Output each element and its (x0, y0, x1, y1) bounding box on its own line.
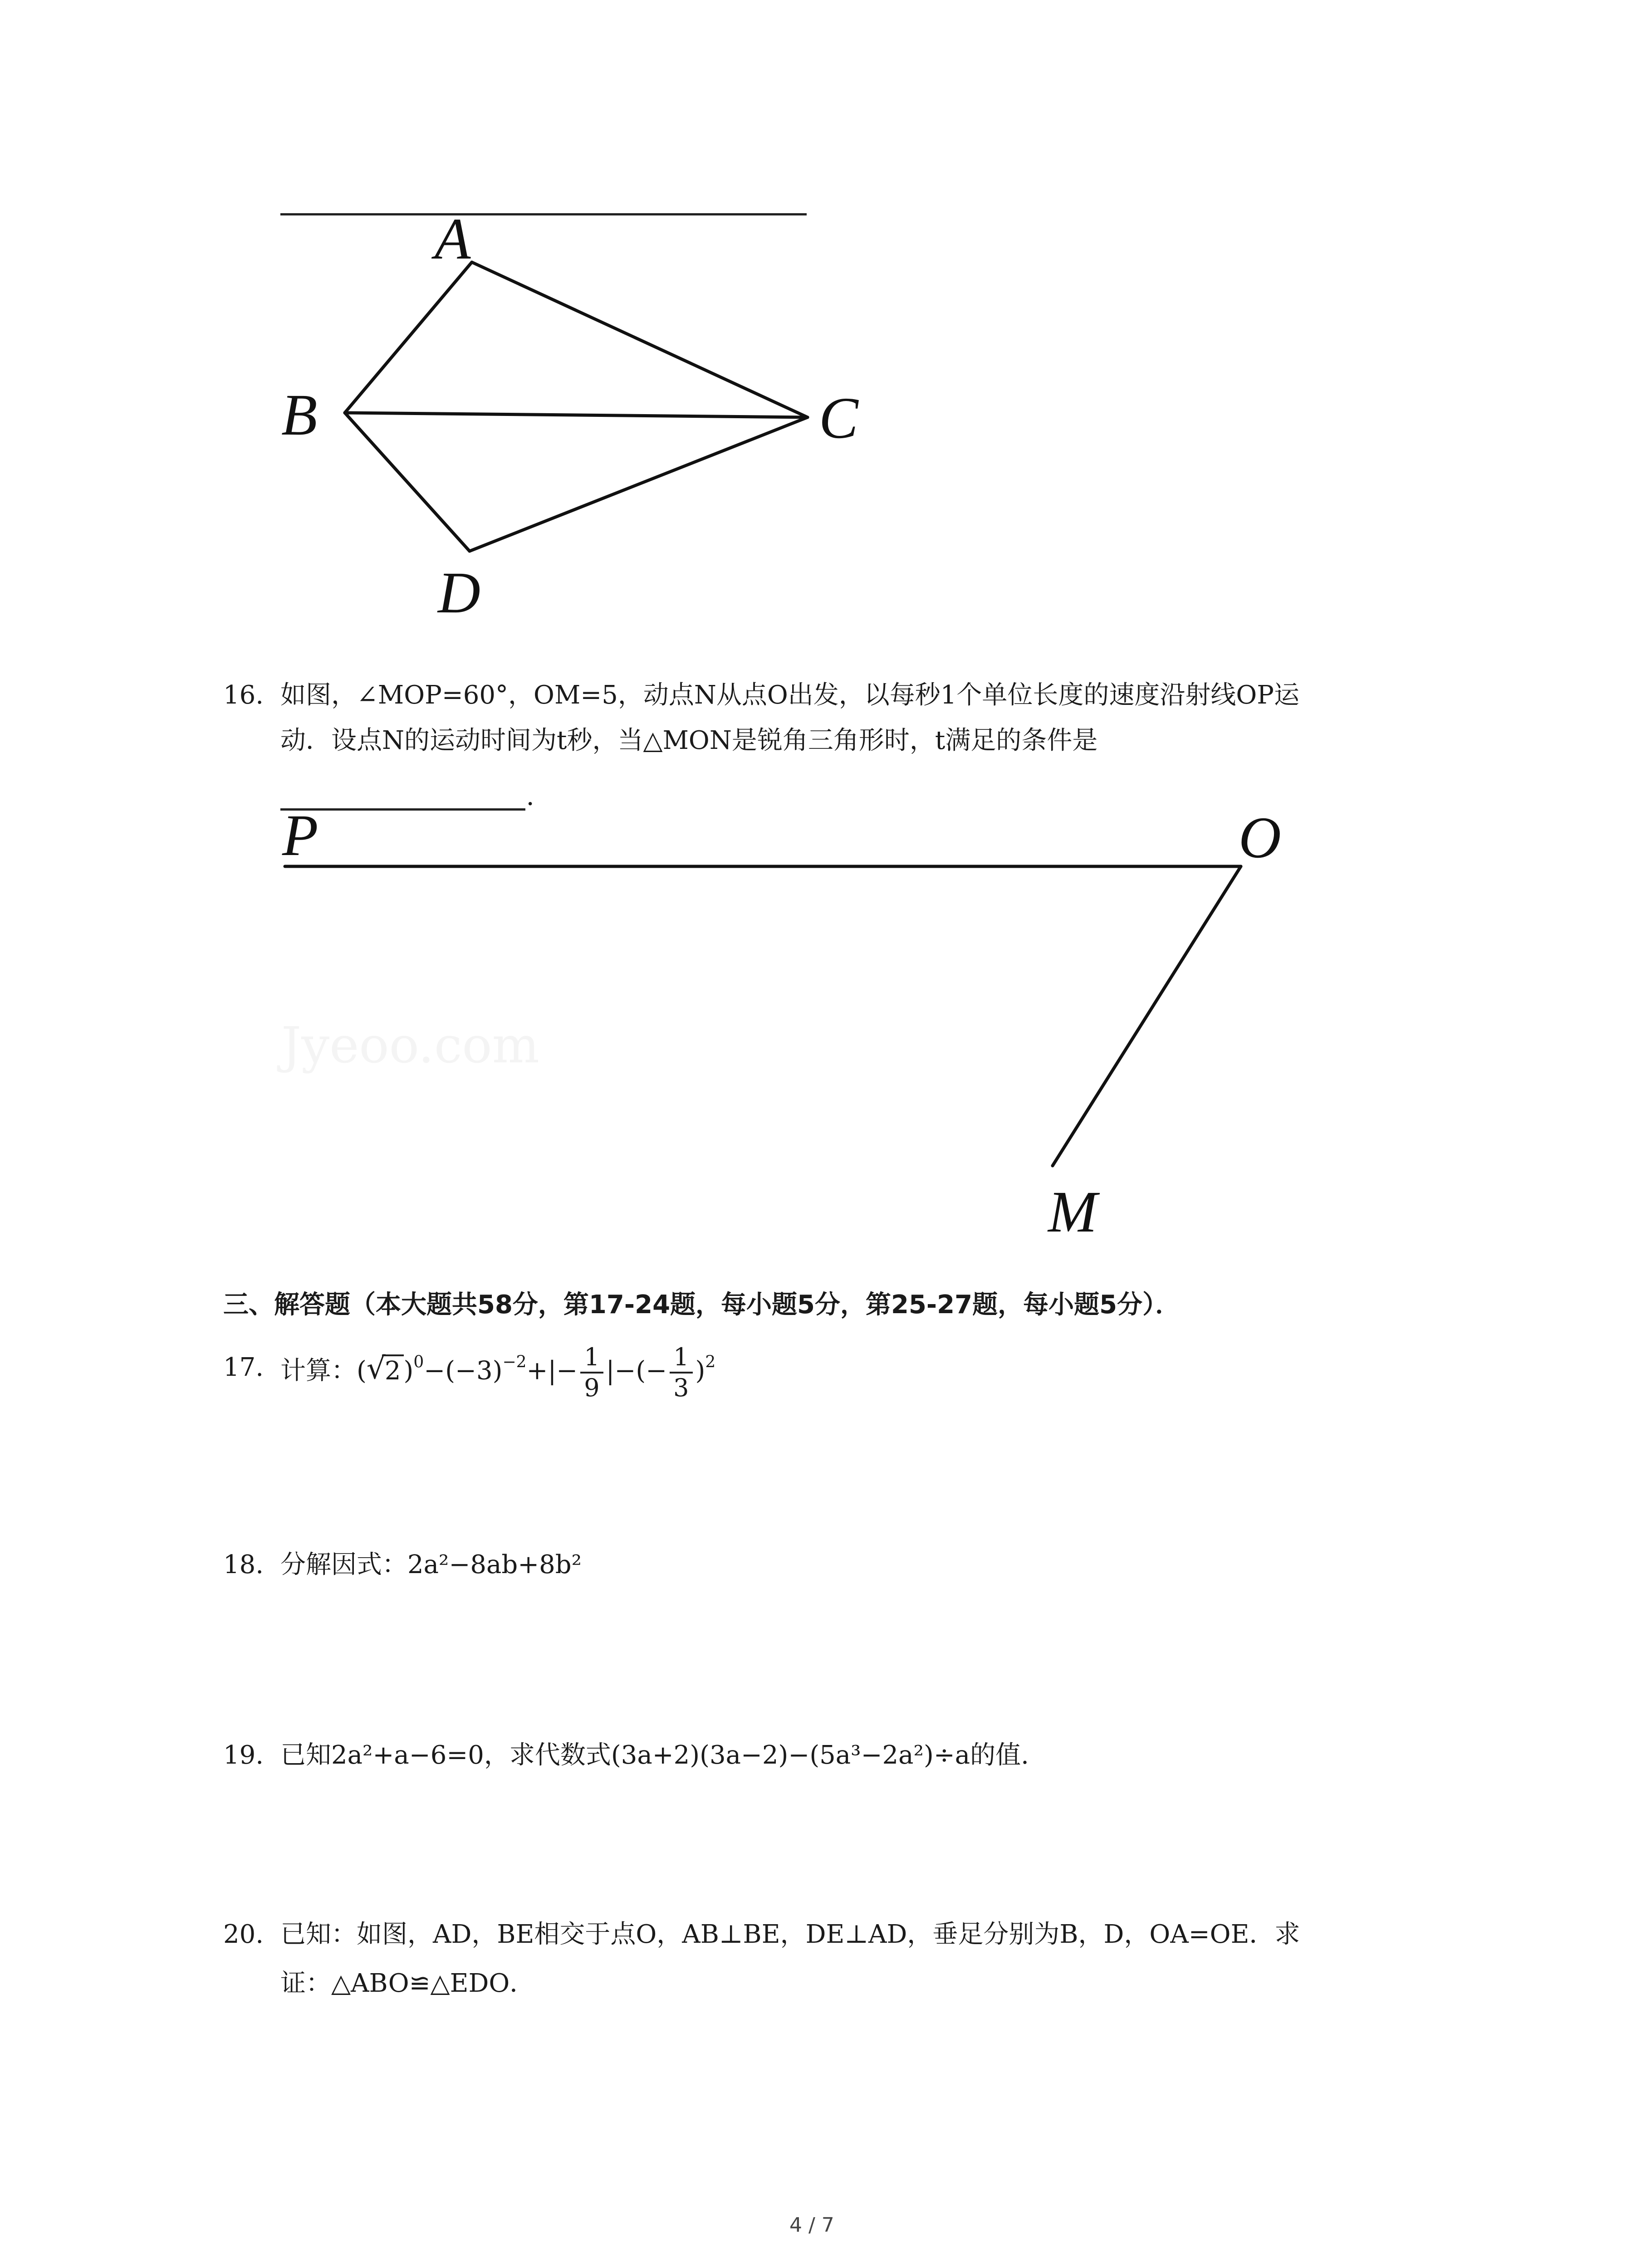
q17-prefix: 计算： (280, 1356, 357, 1386)
label-c: C (819, 386, 858, 451)
segment-om (1053, 866, 1241, 1166)
q16-blank-end: ． (526, 782, 552, 811)
q19-text: 已知2a²+a−6=0，求代数式(3a+2)(3a−2)−(5a³−2a²)÷a的值. (280, 1740, 1029, 1770)
label-p: P (282, 807, 318, 868)
section3-title: 三、解答题（本大题共58分，第17-24题，每小题5分，第25-27题，每小题5分）． (223, 1290, 1181, 1320)
segment-bc (345, 413, 808, 417)
label-m: M (1048, 1179, 1097, 1243)
q20-number: 20. (223, 1920, 264, 1949)
segment-bd (345, 413, 470, 551)
q16-line2: 动．设点N的运动时间为t秒，当△MON是锐角三角形时，t满足的条件是 (280, 726, 1098, 755)
segment-dc (470, 417, 808, 551)
q17-expression: 计算：(√ 2 )$^0-(-3)^{-2}+|-$ $\frac{1}{9}$ |−(− $\frac{1}{3}$ )$^2$ (280, 1343, 715, 1403)
q18-text: 分解因式：2a²−8ab+8b² (280, 1550, 582, 1579)
label-o: O (1239, 807, 1281, 870)
label-d: D (438, 560, 480, 621)
q16-number: 16. (223, 680, 264, 710)
segment-ac (472, 262, 808, 417)
q20-line2: 证：△ABO≌△EDO． (280, 1969, 535, 1998)
watermark: Jyeoo.com (281, 1016, 539, 1074)
label-b: B (281, 382, 318, 448)
q18-number: 18. (223, 1550, 264, 1579)
label-a: A (435, 213, 471, 272)
page-number: 4 / 7 (789, 2214, 834, 2237)
q15-quadrilateral-figure (268, 213, 903, 621)
q19-number: 19. (223, 1740, 264, 1770)
q17-number: 17. (223, 1353, 264, 1382)
segment-ab (345, 262, 472, 413)
q16-line1: 如图，∠MOP=60°，OM=5，动点N从点O出发，以每秒1个单位长度的速度沿射线OP运 (280, 680, 1299, 710)
q20-line1: 已知：如图，AD，BE相交于点O，AB⊥BE，DE⊥AD，垂足分别为B，D，OA=OE．求 (280, 1920, 1300, 1949)
